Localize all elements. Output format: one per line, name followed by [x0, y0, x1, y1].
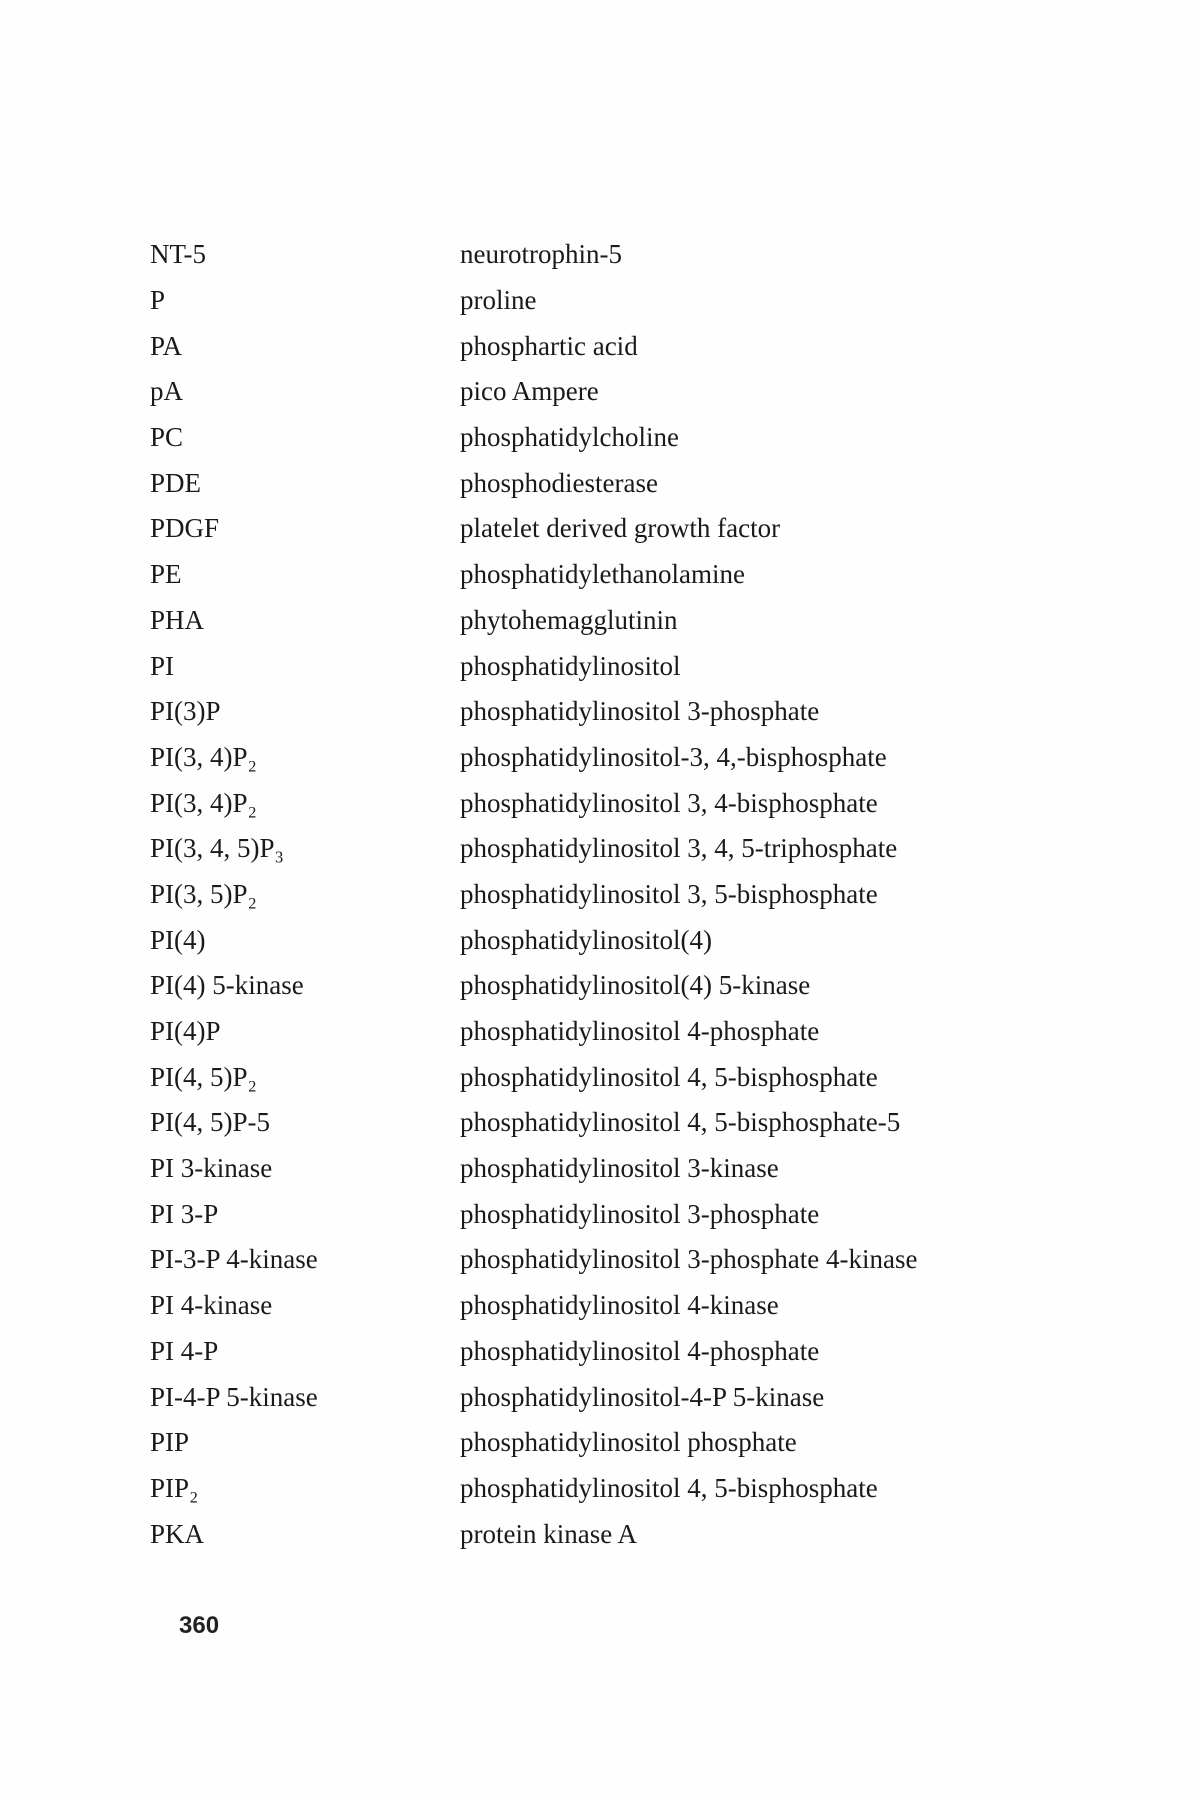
abbreviation-entry [150, 780, 1050, 826]
abbreviation: PKA [150, 1518, 205, 1549]
abbreviation: PA [150, 330, 183, 361]
definition: phosphatidylinositol 3, 5-bisphosphate [460, 878, 878, 909]
abbreviation-entry [150, 1054, 1050, 1100]
abbreviation: NT-5 [150, 239, 207, 270]
abbreviation-entry [150, 1237, 1050, 1283]
abbreviation: PI(4, 5)P-5 [150, 1107, 270, 1138]
abbreviation-entry [150, 278, 1050, 324]
definition: phosphatidylinositol 3, 4-bisphosphate [460, 787, 878, 818]
abbreviation: PC [150, 422, 184, 453]
abbreviation: PI(4) 5-kinase [150, 970, 304, 1001]
abbreviation-entry [150, 735, 1050, 781]
definition: phosphatidylethanolamine [460, 559, 745, 590]
definition: protein kinase A [460, 1518, 637, 1549]
definition: phosphatidylinositol 4-kinase [460, 1290, 779, 1321]
abbreviation: PI(3, 4)P₂ [150, 741, 257, 772]
definition: phosphatidylinositol 4, 5-bisphosphate [460, 1061, 878, 1092]
abbreviation-entry [150, 1191, 1050, 1237]
abbreviation-entry [150, 1374, 1050, 1420]
definition: pico Ampere [460, 376, 599, 407]
abbreviation: PI(4)P [150, 1016, 221, 1047]
definition: phosphatidylinositol-4-P 5-kinase [460, 1381, 825, 1412]
abbreviation: PI(3, 5)P₂ [150, 878, 257, 909]
abbreviation-entry [150, 1100, 1050, 1146]
definition: phosphodiesterase [460, 467, 658, 498]
abbreviation-entry [150, 232, 1050, 278]
abbreviation-entry [150, 1009, 1050, 1055]
abbreviation: PI-3-P 4-kinase [150, 1244, 318, 1275]
definition: phosphatidylinositol 4-phosphate [460, 1016, 820, 1047]
abbreviation: P [150, 285, 166, 316]
definition: phosphatidylinositol(4) [460, 924, 712, 955]
definition: phosphatidylinositol 3-kinase [460, 1153, 779, 1184]
abbreviation-entry [150, 1329, 1050, 1375]
page-number: 360 [179, 1612, 220, 1639]
abbreviation-entry [150, 415, 1050, 461]
abbreviation: PI(3)P [150, 696, 221, 727]
definition: platelet derived growth factor [460, 513, 781, 544]
abbreviation-entry [150, 689, 1050, 735]
abbreviation-entry [150, 598, 1050, 644]
definition: phosphatidylinositol 3-phosphate [460, 1198, 820, 1229]
definition: phosphatidylinositol 4-phosphate [460, 1335, 820, 1366]
abbreviation: PIP [150, 1427, 190, 1458]
abbreviation-entry [150, 1146, 1050, 1192]
abbreviation: PI 4-kinase [150, 1290, 273, 1321]
abbreviation-entry [150, 826, 1050, 872]
definition: phosphatidylinositol 4, 5-bisphosphate-5 [460, 1107, 901, 1138]
abbreviation: PI(3, 4)P₂ [150, 787, 257, 818]
abbreviation: PIP₂ [150, 1472, 199, 1503]
abbreviation: PI(4, 5)P₂ [150, 1061, 257, 1092]
definition: phosphatidylinositol phosphate [460, 1427, 797, 1458]
definition: neurotrophin-5 [460, 239, 622, 270]
abbreviation-entry [150, 506, 1050, 552]
abbreviation-entry [150, 369, 1050, 415]
definition: phosphatidylinositol 3-phosphate [460, 696, 820, 727]
abbreviation-entry [150, 1283, 1050, 1329]
abbreviation-entry [150, 917, 1050, 963]
abbreviation-entry [150, 1511, 1050, 1557]
abbreviation: PI(3, 4, 5)P₃ [150, 833, 284, 864]
definition: phosphatidylinositol 3, 4, 5-triphosphate [460, 833, 898, 864]
abbreviation-entry [150, 460, 1050, 506]
abbreviation: PDGF [150, 513, 220, 544]
abbreviation: PI-4-P 5-kinase [150, 1381, 318, 1412]
abbreviation-entry [150, 1420, 1050, 1466]
definition: proline [460, 285, 537, 316]
definition: phosphatidylinositol 4, 5-bisphosphate [460, 1472, 878, 1503]
abbreviation: PI(4) [150, 924, 206, 955]
abbreviation: pA [150, 376, 183, 407]
definition: phosphatidylinositol 3-phosphate 4-kinase [460, 1244, 918, 1275]
abbreviation-entry [150, 552, 1050, 598]
abbreviation: PHA [150, 604, 205, 635]
definition: phosphartic acid [460, 330, 638, 361]
abbreviation-entry [150, 323, 1050, 369]
abbreviation: PE [150, 559, 182, 590]
definition: phosphatidylinositol [460, 650, 681, 681]
abbreviation-entry [150, 1466, 1050, 1512]
abbreviation-entry [150, 963, 1050, 1009]
abbreviation-entry [150, 643, 1050, 689]
abbreviation-entry [150, 872, 1050, 918]
definition: phytohemagglutinin [460, 604, 678, 635]
abbreviation: PI 4-P [150, 1335, 219, 1366]
definition: phosphatidylcholine [460, 422, 679, 453]
abbreviation: PI 3-P [150, 1198, 219, 1229]
abbreviation-list [150, 232, 1050, 1557]
definition: phosphatidylinositol(4) 5-kinase [460, 970, 811, 1001]
definition: phosphatidylinositol-3, 4,-bisphosphate [460, 741, 887, 772]
abbreviation: PI 3-kinase [150, 1153, 273, 1184]
abbreviation: PDE [150, 467, 202, 498]
abbreviation: PI [150, 650, 175, 681]
